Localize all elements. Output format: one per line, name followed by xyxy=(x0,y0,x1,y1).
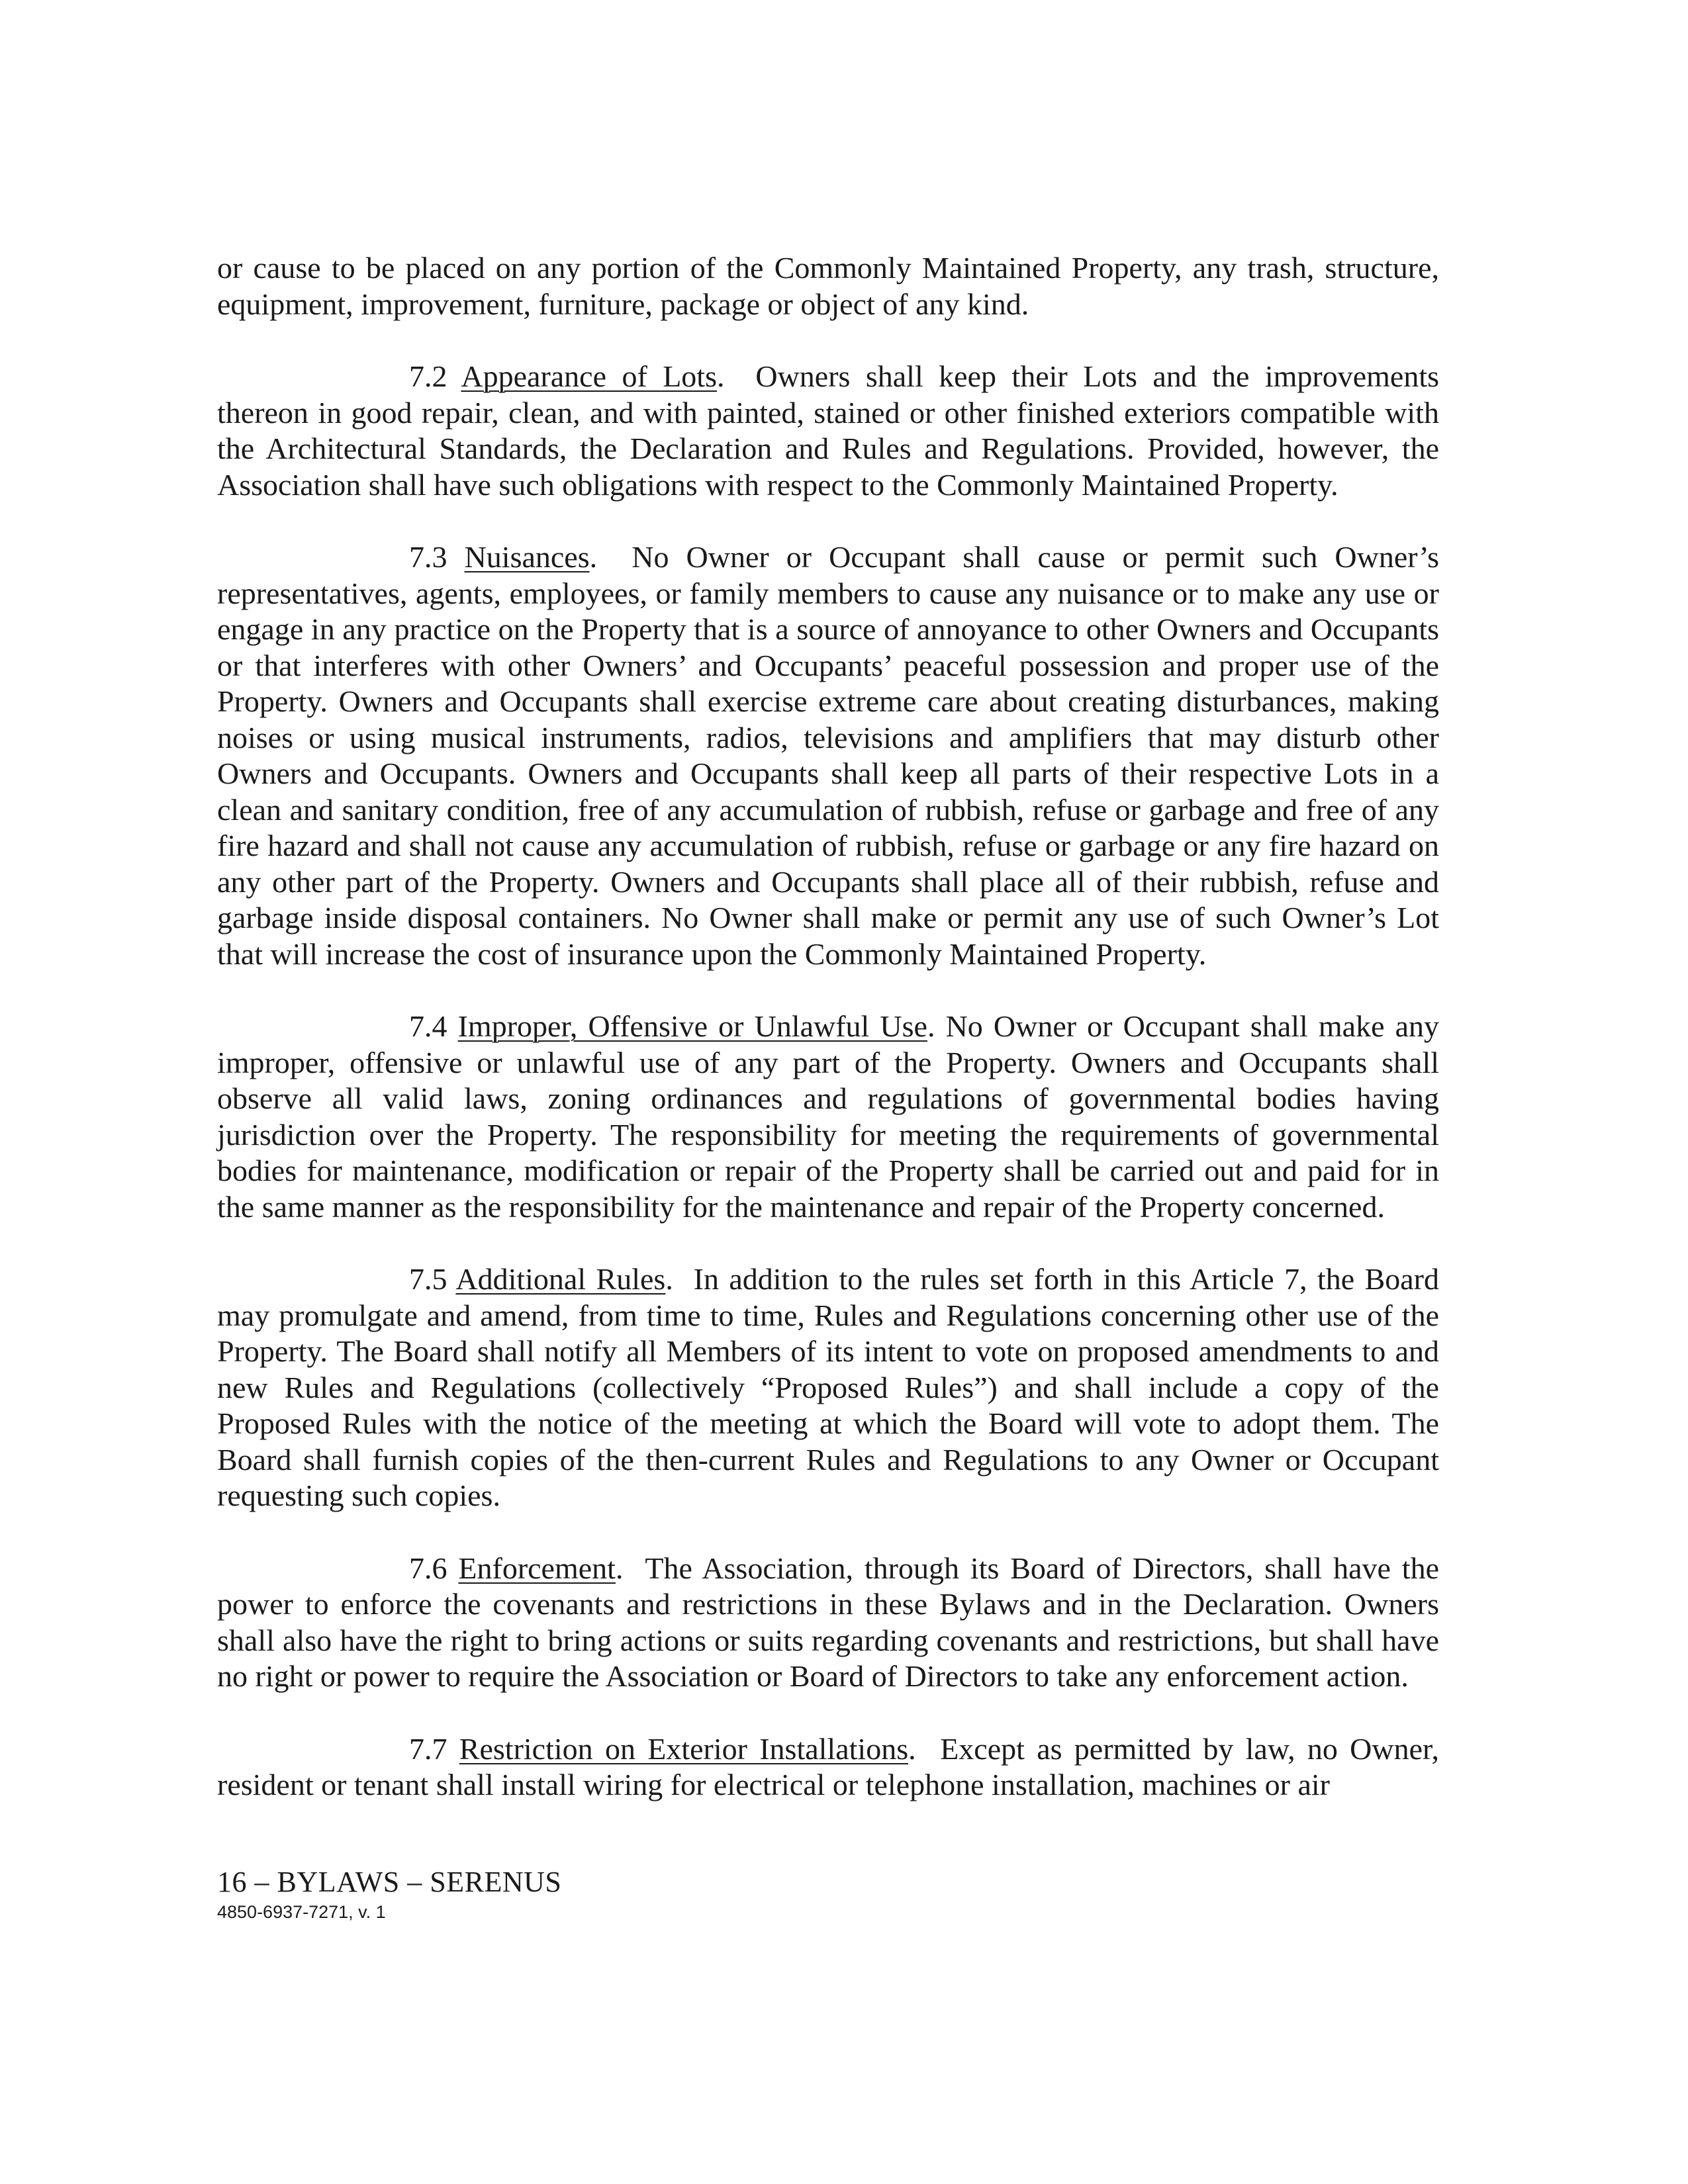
section-number: 7.7 xyxy=(409,1731,447,1766)
section-body: No Owner or Occupant shall cause or permit such Owner’s representatives, agents, employees, or family members to cause any nuisance or to make any use or engage in any practice on the Property that is a source of annoyance to other Owners and Occupants or that interferes with other Owners’ and Occupants’ peaceful possession and proper use of the Property. Owners and Occupants shall exercise extreme care about creating disturbances, making noises or using musical instruments, radios, televisions and amplifiers that may disturb other Owners and Occupants. Owners and Occupants shall keep all parts of their respective Lots in a clean and sanitary condition, free of any accumulation of rubbish, refuse or garbage and free of any fire hazard and shall not cause any accumulation of rubbish, refuse or garbage or any fire hazard on any other part of the Property. Owners and Occupants shall place all of their rubbish, refuse and garbage inside disposal containers. No Owner shall make or permit any use of such Owner’s Lot that will increase the cost of insurance upon the Commonly Maintained Property. xyxy=(217,540,1439,971)
section-7-5: 7.5 Additional Rules. In addition to the rules set forth in this Article 7, the Board may promulgate and amend, from time to time, Rules and Regulations concerning other use of the Property. The Board shall notify all Members of its intent to vote on proposed amendments to and new Rules and Regulations (collectively “Proposed Rules”) and shall include a copy of the Proposed Rules with the notice of the meeting at which the Board will vote to adopt them. The Board shall furnish copies of the then-current Rules and Regulations to any Owner or Occupant requesting such copies. xyxy=(217,1262,1439,1512)
section-heading: Enforcement xyxy=(458,1551,616,1585)
section-7-4: 7.4 Improper, Offensive or Unlawful Use. No Owner or Occupant shall make any improper, offensive or unlawful use of any part of the Property. Owners and Occupants shall observe all valid laws, zoning ordinances and regulations of governmental bodies having jurisdiction over the Property. The responsibility for meeting the requirements of governmental bodies for maintenance, modification or repair of the Property shall be carried out and paid for in the same manner as the responsibility for the maintenance and repair of the Property concerned. xyxy=(217,1009,1440,1224)
section-body: Except as permitted by law, no Owner, resident or tenant shall install wiring for electrical or telephone installation, machines or air xyxy=(217,1731,1439,1801)
section-number: 7.4 xyxy=(409,1009,447,1043)
section-7-2: 7.2 Appearance of Lots. Owners shall keep their Lots and the improvements thereon in good repair, clean, and with painted, stained or other finished exteriors compatible with the Architectural Standards, the Declaration and Rules and Regulations. Provided, however, the Association shall have such obligations with respect to the Commonly Maintained Property. xyxy=(217,359,1439,502)
section-body: The Association, through its Board of Directors, shall have the power to enforce the covenants and restrictions in these Bylaws and in the Declaration. Owners shall also have the right to bring actions or suits regarding covenants and restrictions, but shall have no right or power to require the Association or Board of Directors to take any enforcement action. xyxy=(217,1551,1440,1693)
section-7-6: 7.6 Enforcement. The Association, through its Board of Directors, shall have the power to enforce the covenants and restrictions in these Bylaws and in the Declaration. Owners shall also have the right to bring actions or suits regarding covenants and restrictions, but shall have no right or power to require the Association or Board of Directors to take any enforcement action. xyxy=(217,1551,1440,1693)
section-body: Owners shall keep their Lots and the improvements thereon in good repair, clean, and with painted, stained or other finished exteriors compatible with the Architectural Standards, the Declaration and Rules and Regulations. Provided, however, the Association shall have such obligations with respect to the Commonly Maintained Property. xyxy=(217,359,1439,502)
footer-doc-id: 4850-6937-7271, v. 1 xyxy=(217,1902,386,1922)
section-heading: Restriction on Exterior Installations xyxy=(459,1731,909,1766)
section-number: 7.6 xyxy=(409,1551,447,1585)
section-number: 7.5 xyxy=(409,1262,447,1296)
section-7-3: 7.3 Nuisances. No Owner or Occupant shall cause or permit such Owner’s representatives, agents, employees, or family members to cause any nuisance or to make any use or engage in any practice on the Property that is a source of annoyance to other Owners and Occupants or that interferes with other Owners’ and Occupants’ peaceful possession and proper use of the Property. Owners and Occupants shall exercise extreme care about creating disturbances, making noises or using musical instruments, radios, televisions and amplifiers that may disturb other Owners and Occupants. Owners and Occupants shall keep all parts of their respective Lots in a clean and sanitary condition, free of any accumulation of rubbish, refuse or garbage and free of any fire hazard and shall not cause any accumulation of rubbish, refuse or garbage or any fire hazard on any other part of the Property. Owners and Occupants shall place all of their rubbish, refuse and garbage inside disposal containers. No Owner shall make or permit any use of such Owner’s Lot that will increase the cost of insurance upon the Commonly Maintained Property. xyxy=(217,540,1439,971)
section-heading: Appearance of Lots xyxy=(461,359,717,393)
section-heading: Improper, Offensive or Unlawful Use xyxy=(457,1009,927,1043)
section-number: 7.2 xyxy=(409,359,447,393)
page-body xyxy=(217,250,1439,1840)
footer-title: 16 – BYLAWS – SERENUS xyxy=(217,1866,562,1898)
continuation-paragraph: or cause to be placed on any portion of the Commonly Maintained Property, any trash, structure, equipment, improvement, furniture, package or object of any kind. xyxy=(217,251,1439,321)
section-body: In addition to the rules set forth in this Article 7, the Board may promulgate and amend, from time to time, Rules and Regulations concerning other use of the Property. The Board shall notify all Members of its intent to vote on proposed amendments to and new Rules and Regulations (collectively “Proposed Rules”) and shall include a copy of the Proposed Rules with the notice of the meeting at which the Board will vote to adopt them. The Board shall furnish copies of the then-current Rules and Regulations to any Owner or Occupant requesting such copies. xyxy=(217,1262,1439,1512)
page-footer xyxy=(217,1865,561,1923)
section-7-7: 7.7 Restriction on Exterior Installations. Except as permitted by law, no Owner, resident or tenant shall install wiring for electrical or telephone installation, machines or air xyxy=(217,1731,1439,1801)
section-body: No Owner or Occupant shall make any improper, offensive or unlawful use of any part of the Property. Owners and Occupants shall observe all valid laws, zoning ordinances and regulations of governmental bodies having jurisdiction over the Property. The responsibility for meeting the requirements of governmental bodies for maintenance, modification or repair of the Property shall be carried out and paid for in the same manner as the responsibility for the maintenance and repair of the Property concerned. xyxy=(217,1009,1440,1224)
section-heading: Nuisances xyxy=(464,540,590,574)
section-number: 7.3 xyxy=(409,540,447,574)
section-heading: Additional Rules xyxy=(455,1262,666,1296)
